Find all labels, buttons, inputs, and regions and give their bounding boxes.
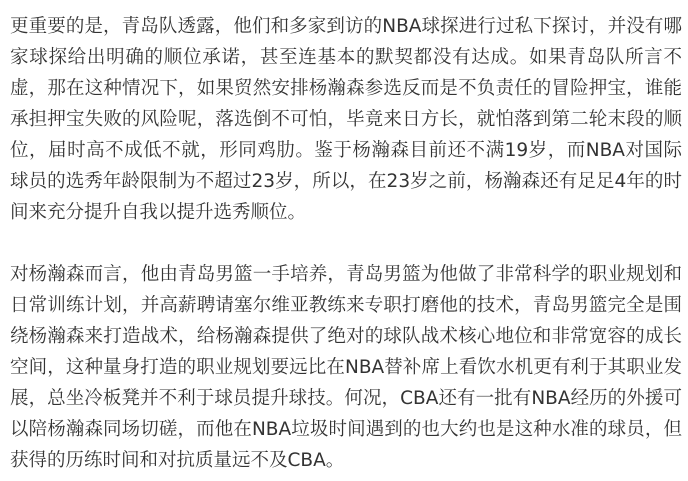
text-line: 对杨瀚森而言，他由青岛男篮一手培养，青岛男篮为他做了非常科学的职业规划和 [10,264,682,285]
text-line: 虚，那在这种情况下，如果贸然安排杨瀚森参选反而是不负责任的冒险押宝，谁能 [10,78,682,99]
paragraph-2 [10,259,682,476]
text-line: 家球探给出明确的顺位承诺，甚至连基本的默契都没有达成。如果青岛队所言不 [10,47,682,68]
article-body [10,0,682,476]
text-line: 以陪杨瀚森同场切磋，而他在NBA垃圾时间遇到的也大约也是这种水准的球员，但 [10,419,682,440]
text-line: 绕杨瀚森来打造战术，给杨瀚森提供了绝对的球队战术核心地位和非常宽容的成长 [10,326,682,347]
text-line: 位，届时高不成低不就，形同鸡肋。鉴于杨瀚森目前还不满19岁，而NBA对国际 [10,140,682,161]
text-line: 空间，这种量身打造的职业规划要远比在NBA替补席上看饮水机更有利于其职业发 [10,357,682,378]
paragraph-1 [10,0,682,228]
text-line: 承担押宝失败的风险呢，落选倒不可怕，毕竟来日方长，就怕落到第二轮末段的顺 [10,109,682,130]
paragraph-gap [10,228,682,259]
text-line: 展，总坐冷板凳并不利于球员提升球技。何况，CBA还有一批有NBA经历的外援可 [10,388,682,409]
text-line: 球员的选秀年龄限制为不超过23岁，所以，在23岁之前，杨瀚森还有足足4年的时 [10,171,682,192]
text-line: 获得的历练时间和对抗质量远不及CBA。 [10,450,345,471]
text-line: 更重要的是，青岛队透露，他们和多家到访的NBA球探进行过私下探讨，并没有哪 [10,16,682,37]
text-line: 间来充分提升自我以提升选秀顺位。 [10,202,307,223]
text-line: 日常训练计划，并高薪聘请塞尔维亚教练来专职打磨他的技术，青岛男篮完全是围 [10,295,682,316]
